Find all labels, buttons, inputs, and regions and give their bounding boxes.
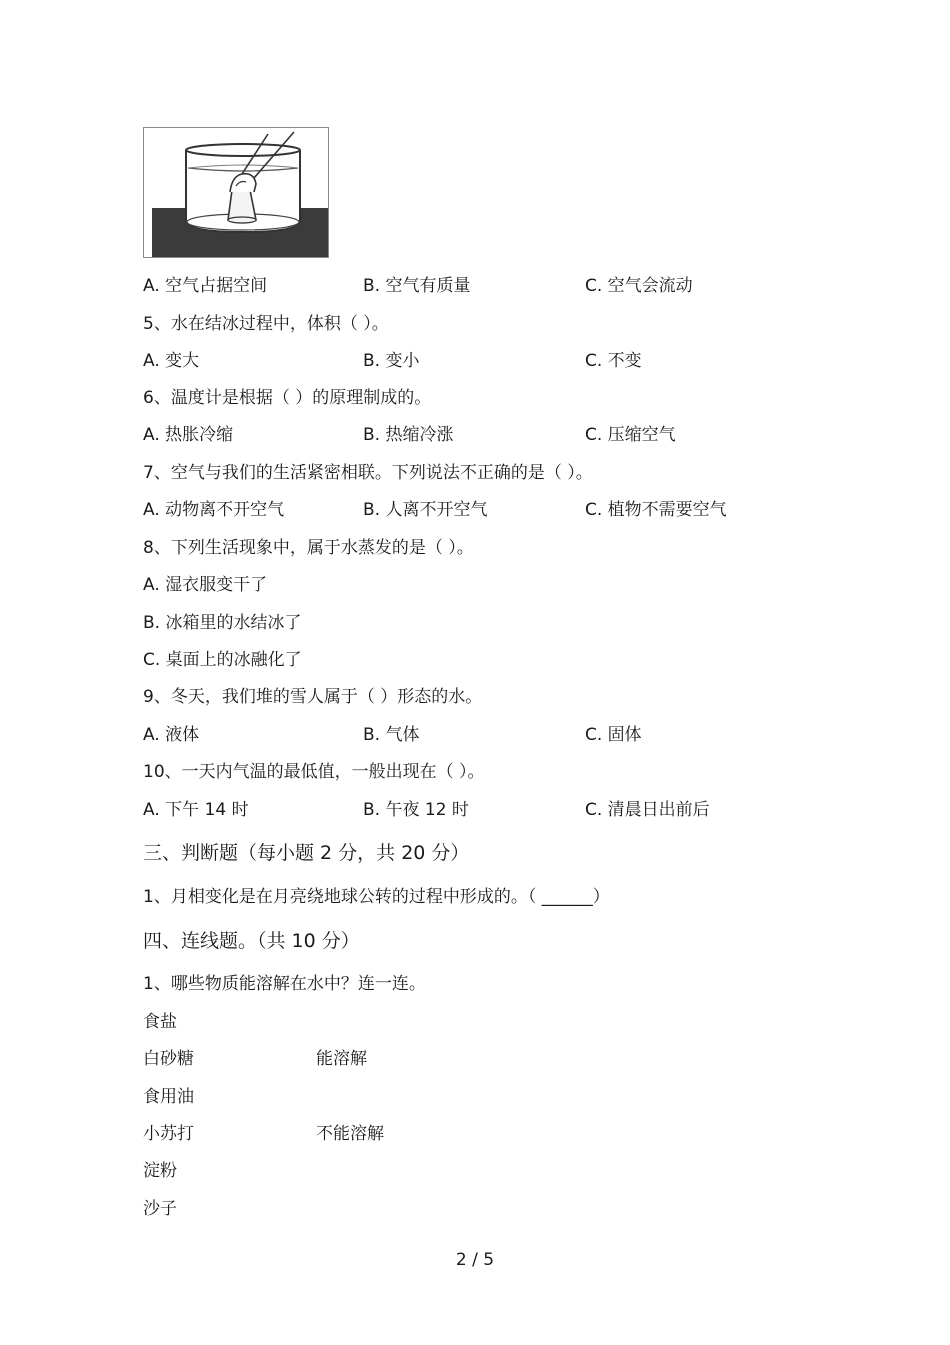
- q5-option-a: A. 变大: [143, 351, 200, 371]
- q8-text: 8、下列生活现象中，属于水蒸发的是（ ）。: [143, 538, 474, 558]
- section-3-heading: 三、判断题（每小题 2 分，共 20 分）: [143, 842, 470, 864]
- q6-option-c: C. 压缩空气: [585, 425, 676, 445]
- q10-option-a: A. 下午 14 时: [143, 800, 249, 820]
- q7-option-c: C. 植物不需要空气: [585, 500, 727, 520]
- match-right-item: 不能溶解: [316, 1124, 384, 1144]
- section-4-q1: 1、哪些物质能溶解在水中？连一连。: [143, 974, 426, 994]
- q6-option-a: A. 热胀冷缩: [143, 425, 234, 445]
- q7-option-b: B. 人离不开空气: [363, 500, 488, 520]
- match-left-item: 食盐: [143, 1012, 177, 1032]
- q6-option-b: B. 热缩冷涨: [363, 425, 454, 445]
- q8-option-c: C. 桌面上的冰融化了: [143, 650, 302, 670]
- beaker-cup-in-water-illustration: [144, 128, 328, 257]
- match-left-item: 食用油: [143, 1087, 194, 1107]
- q9-option-c: C. 固体: [585, 725, 642, 745]
- q6-text: 6、温度计是根据（ ）的原理制成的。: [143, 388, 432, 408]
- q9-option-b: B. 气体: [363, 725, 420, 745]
- q4-option-a: A. 空气占据空间: [143, 276, 268, 296]
- match-right-item: 能溶解: [316, 1049, 367, 1069]
- q10-option-b: B. 午夜 12 时: [363, 800, 469, 820]
- section-4-heading: 四、连线题。（共 10 分）: [143, 930, 360, 952]
- q7-option-a: A. 动物离不开空气: [143, 500, 285, 520]
- match-left-item: 白砂糖: [143, 1049, 194, 1069]
- q8-option-b: B. 冰箱里的水结冰了: [143, 613, 302, 633]
- q9-text: 9、冬天，我们堆的雪人属于（ ）形态的水。: [143, 687, 483, 707]
- match-left-item: 淀粉: [143, 1161, 177, 1181]
- q7-text: 7、空气与我们的生活紧密相联。下列说法不正确的是（ ）。: [143, 463, 593, 483]
- page-number: 2 / 5: [455, 1250, 495, 1270]
- beaker-experiment-figure: [143, 127, 329, 258]
- q10-text: 10、一天内气温的最低值，一般出现在（ ）。: [143, 762, 485, 782]
- q10-option-c: C. 清晨日出前后: [585, 800, 710, 820]
- q4-option-b: B. 空气有质量: [363, 276, 471, 296]
- q4-option-c: C. 空气会流动: [585, 276, 693, 296]
- match-left-item: 小苏打: [143, 1124, 194, 1144]
- q5-text: 5、水在结冰过程中，体积（ ）。: [143, 314, 389, 334]
- q5-option-b: B. 变小: [363, 351, 420, 371]
- section-3-q1: 1、月相变化是在月亮绕地球公转的过程中形成的。（ ______）: [143, 887, 610, 907]
- q8-option-a: A. 湿衣服变干了: [143, 575, 268, 595]
- q9-option-a: A. 液体: [143, 725, 200, 745]
- q5-option-c: C. 不变: [585, 351, 642, 371]
- match-left-item: 沙子: [143, 1199, 177, 1219]
